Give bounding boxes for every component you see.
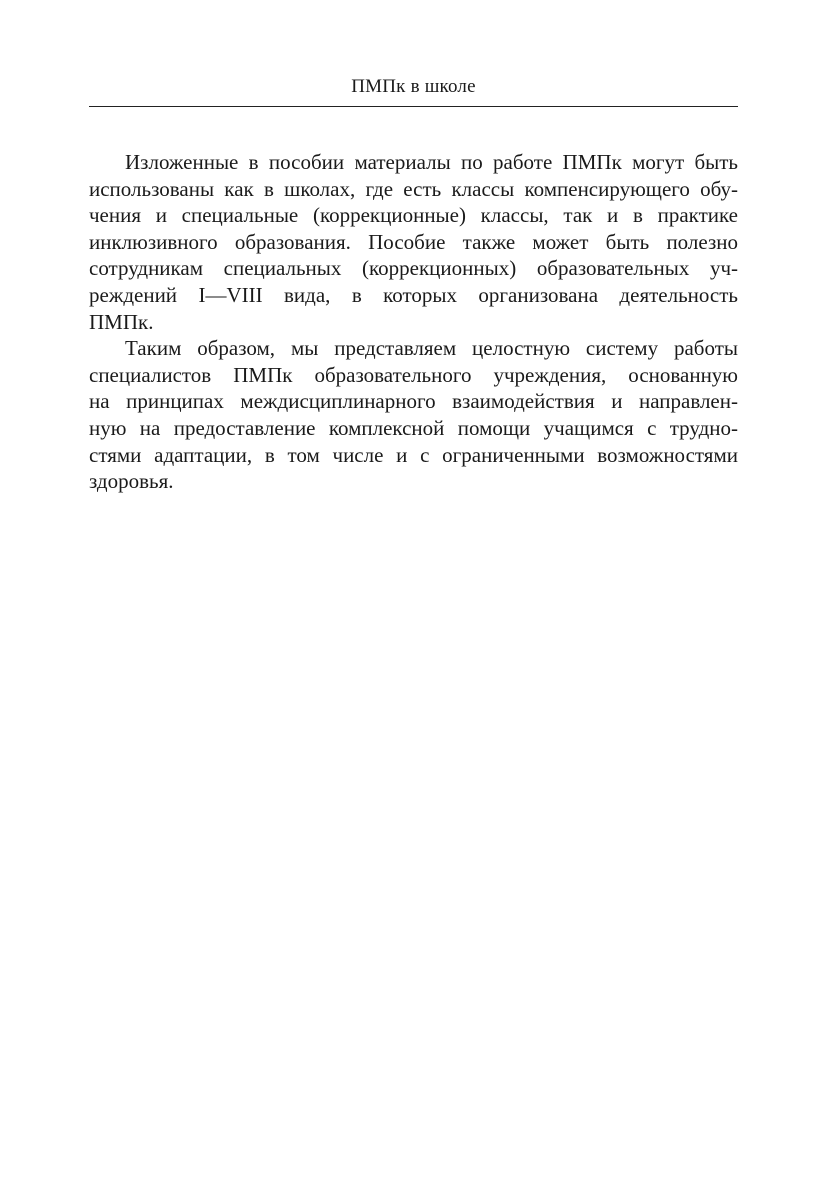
text-line: ную на предоставление комплексной помощи учащимся с трудно- bbox=[89, 415, 738, 440]
text-line: сотрудникам специальных (коррекционных) образовательных уч- bbox=[89, 256, 738, 281]
text-line: Изложенные в пособии материалы по работе ПМПк могут быть bbox=[125, 150, 738, 174]
text-line: использованы как в школах, где есть классы компенсирующего обу- bbox=[89, 176, 738, 201]
running-head bbox=[89, 74, 738, 107]
text-line: стями адаптации, в том числе и с ограниченными возможностями bbox=[89, 442, 738, 467]
body-text bbox=[89, 149, 738, 495]
text-line: ПМПк. bbox=[89, 309, 154, 334]
text-line: на принципах междисциплинарного взаимодействия и направлен- bbox=[89, 389, 738, 414]
running-head-title: ПМПк в школе bbox=[351, 76, 476, 97]
text-line: инклюзивного образования. Пособие также может быть полезно bbox=[89, 229, 738, 254]
paragraph bbox=[89, 335, 738, 495]
text-line: здоровья. bbox=[89, 469, 174, 494]
paragraph bbox=[89, 149, 738, 335]
text-line: Таким образом, мы представляем целостную систему работы bbox=[125, 336, 738, 361]
text-line: чения и специальные (коррекционные) классы, так и в практике bbox=[89, 203, 738, 228]
text-line: специалистов ПМПк образовательного учреждения, основанную bbox=[89, 362, 738, 387]
text-line: реждений I—VIII вида, в которых организована деятельность bbox=[89, 282, 738, 307]
